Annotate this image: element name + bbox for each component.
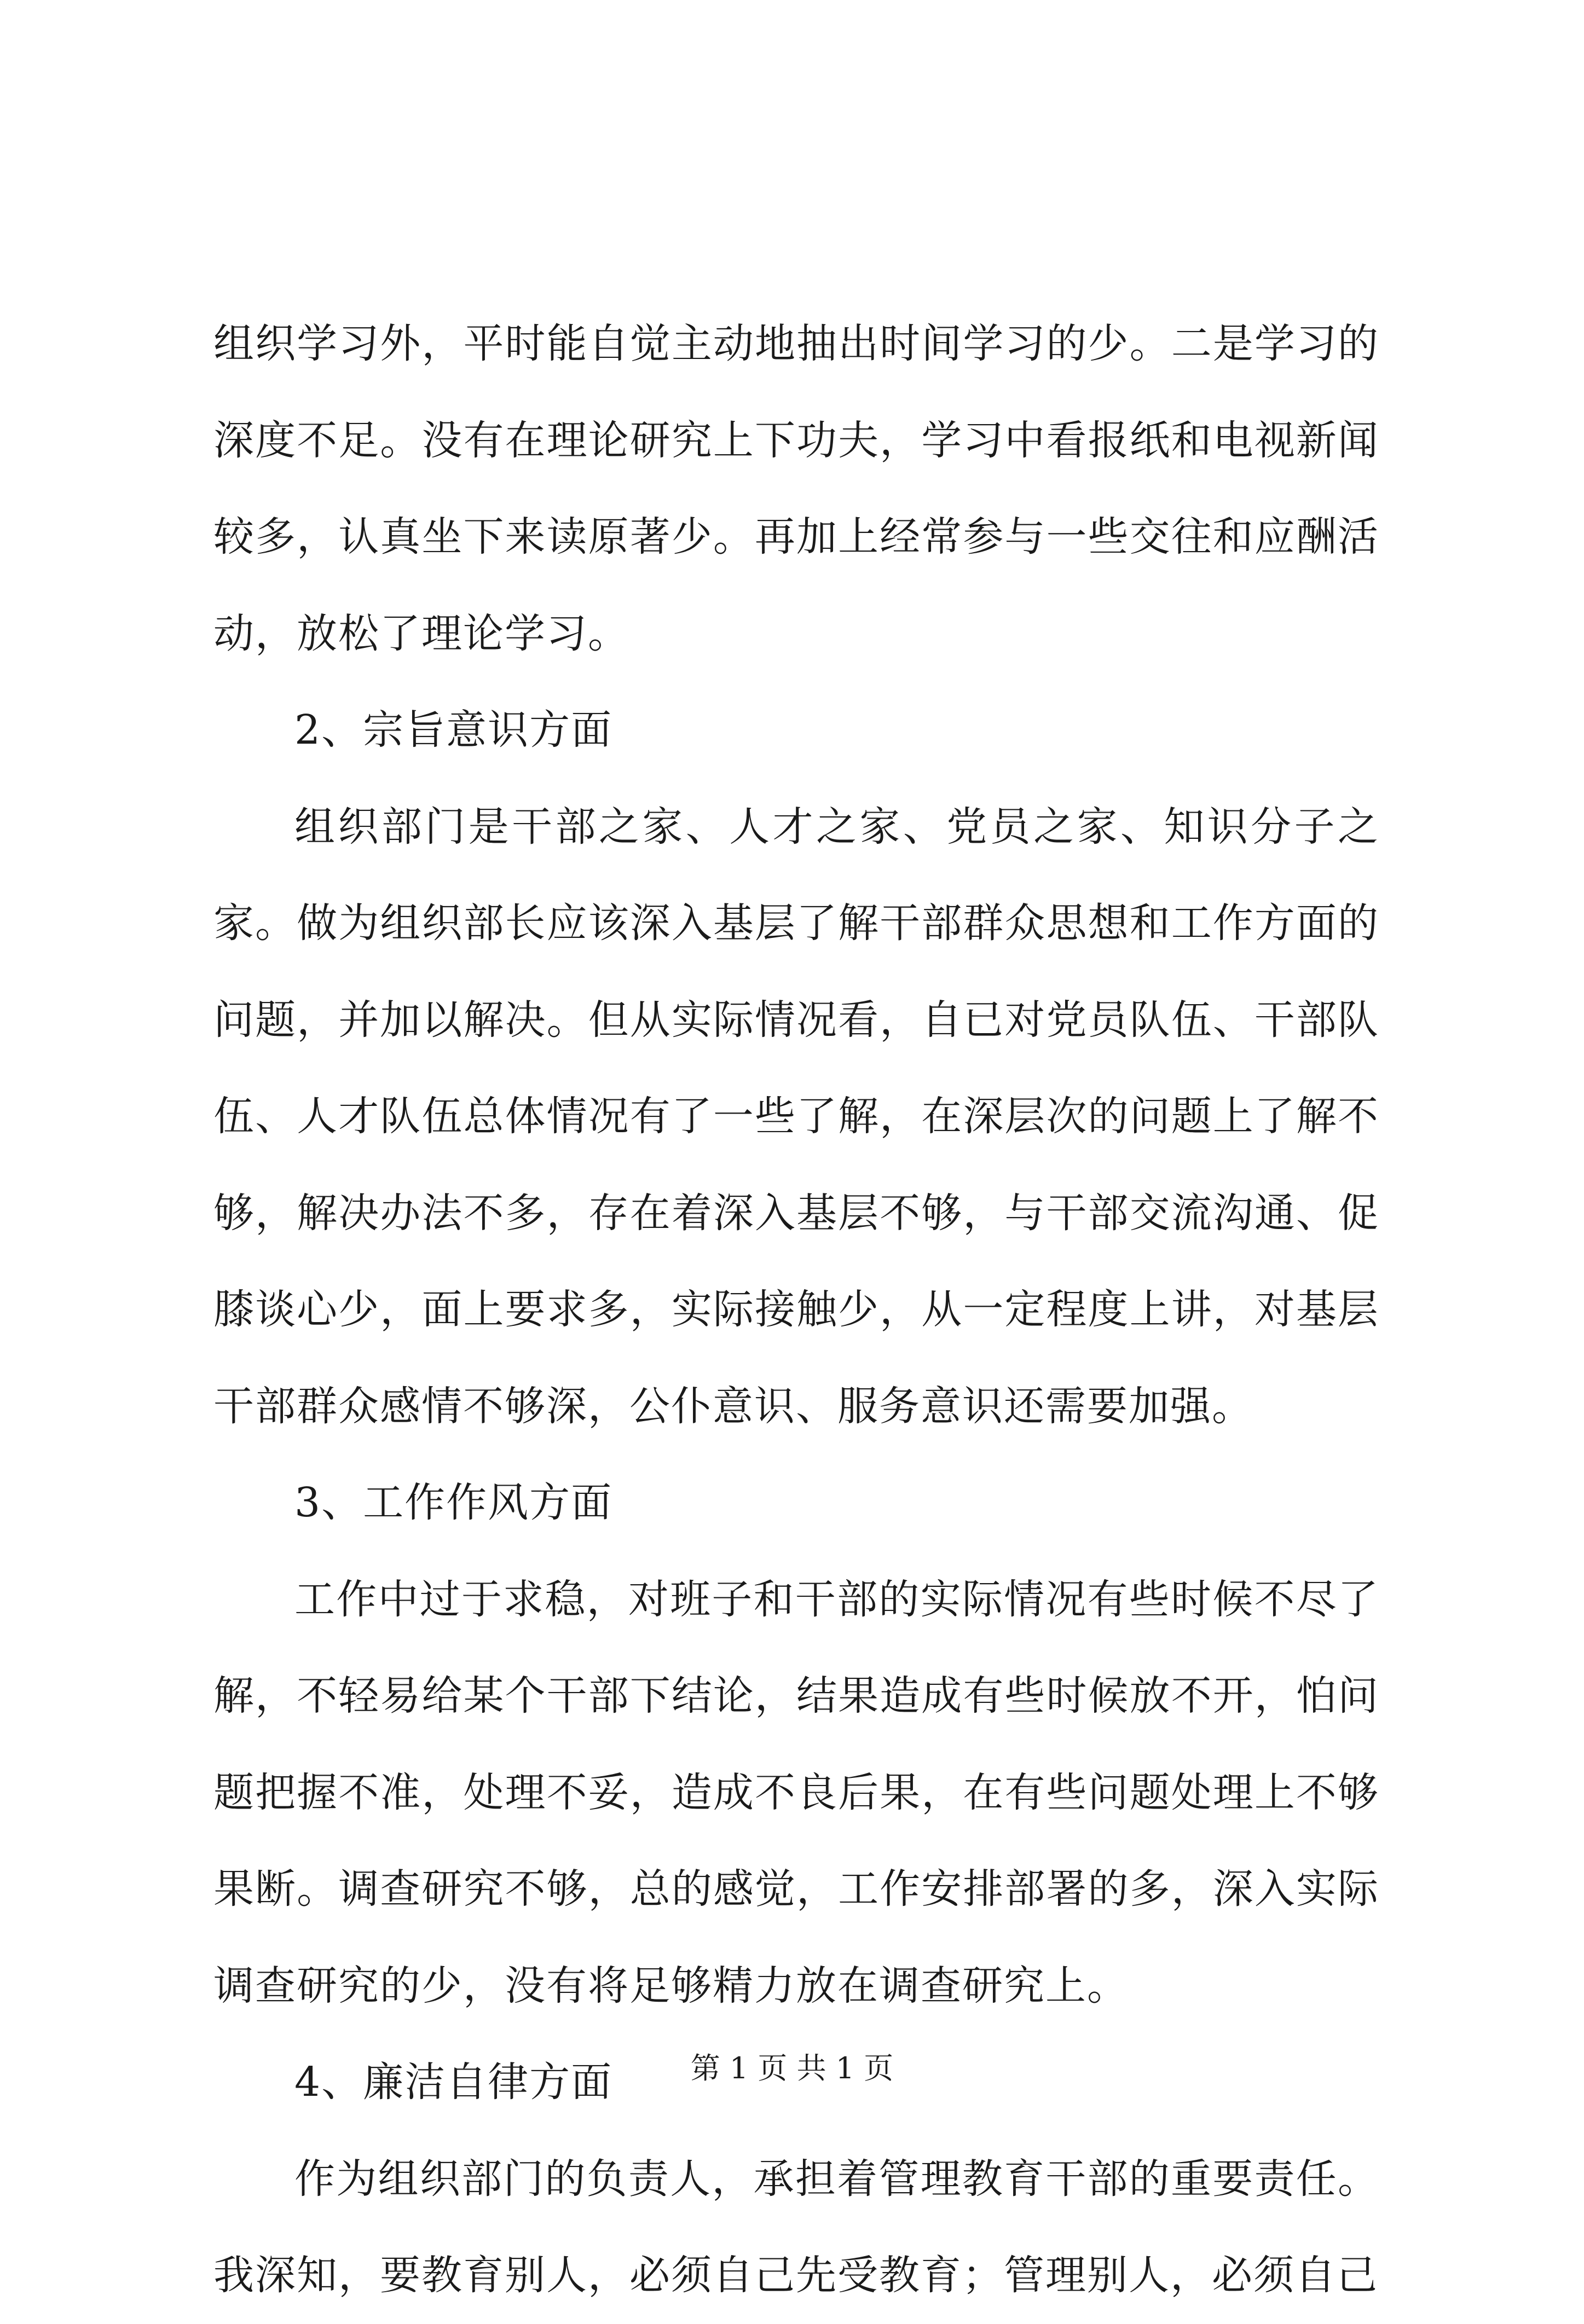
- heading-integrity: 4、廉洁自律方面: [294, 2059, 613, 2106]
- document-body: [213, 295, 1379, 2324]
- paragraph-work-style: 工作中过于求稳，对班子和干部的实际情况有些时候不尽了解，不轻易给某个干部下结论，结果造成有些时候放不开，怕问题把握不准，处理不妥，造成不良后果，在有些问题处理上不够果断。调查研究不够，总的感觉，工作安排部署的多，深入实际调查研究的少，没有将足够精力放在调查研究上。: [213, 1575, 1379, 2009]
- paragraph-purpose-awareness: 组织部门是干部之家、人才之家、党员之家、知识分子之家。做为组织部长应该深入基层了解干部群众思想和工作方面的问题，并加以解决。但从实际情况看，自已对党员队伍、干部队伍、人才队伍总体情况有了一些了解，在深层次的问题上了解不够，解决办法不多，存在着深入基层不够，与干部交流沟通、促膝谈心少，面上要求多，实际接触少，从一定程度上讲，对基层干部群众感情不够深，公仆意识、服务意识还需要加强。: [213, 803, 1379, 1430]
- heading-work-style: 3、工作作风方面: [294, 1479, 613, 1526]
- page-footer: 第 1 页 共 1 页: [690, 2051, 894, 2085]
- paragraph-integrity: 作为组织部门的负责人，承担着管理教育干部的重要责任。我深知，要教育别人，必须自己先受教育；管理别人，必须自己: [213, 2155, 1379, 2299]
- paragraph-study-continued: 组织学习外，平时能自觉主动地抽出时间学习的少。二是学习的深度不足。没有在理论研究上下功夫，学习中看报纸和电视新闻较多，认真坐下来读原著少。再加上经常参与一些交往和应酬活动，放松了理论学习。: [213, 320, 1379, 657]
- heading-purpose-awareness: 2、宗旨意识方面: [294, 706, 613, 754]
